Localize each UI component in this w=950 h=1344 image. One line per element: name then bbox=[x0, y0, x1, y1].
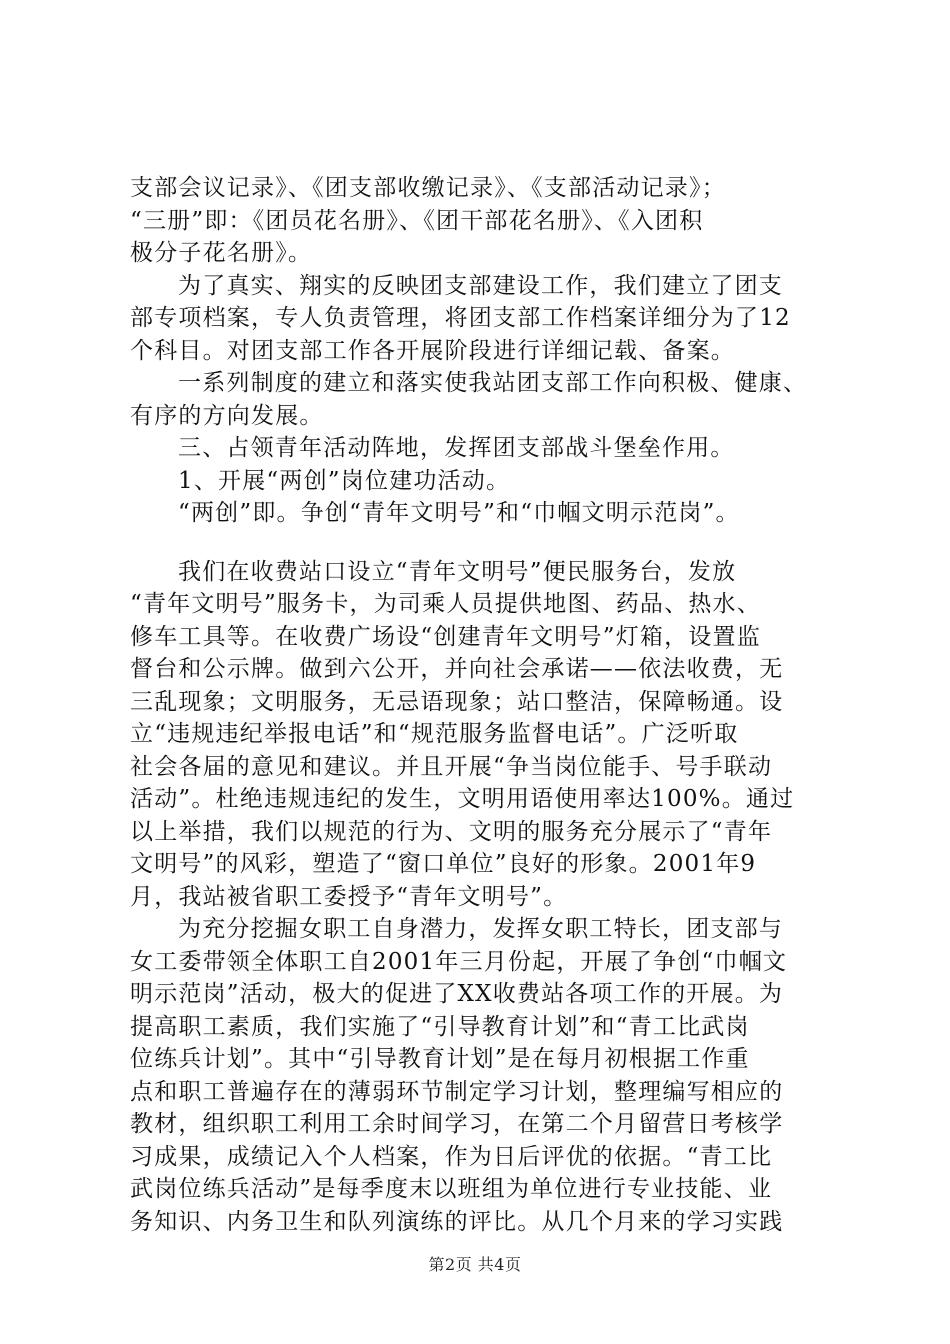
text-line: 为充分挖掘女职工自身潜力，发挥女职工特长，团支部与 bbox=[178, 916, 783, 942]
document-body bbox=[130, 172, 848, 1238]
page-footer: 第2页 共4页 bbox=[428, 1255, 522, 1274]
text-line: 位练兵计划”。其中“引导教育计划”是在每月初根据工作重 bbox=[130, 1046, 750, 1072]
text-line: 月，我站被省职工委授予“青年文明号”。 bbox=[130, 883, 568, 910]
text-line: 为了真实、翔实的反映团支部建设工作，我们建立了团支 bbox=[178, 272, 783, 299]
text-line: 点和职工普遍存在的薄弱环节制定学习计划，整理编写相应的 bbox=[130, 1078, 784, 1105]
text-line: 务知识、内务卫生和队列演练的评比。从几个月来的学习实践 bbox=[130, 1208, 784, 1235]
text-line: 部专项档案，专人负责管理，将团支部工作档案详细分为了12 bbox=[130, 305, 791, 331]
paragraph-gap bbox=[130, 530, 848, 556]
text-line: 三、占领青年活动阵地，发挥团支部战斗堡垒作用。 bbox=[178, 435, 735, 461]
text-line: 文明号”的风彩，塑造了“窗口单位”良好的形象。2001年9 bbox=[130, 851, 757, 877]
text-line: 督台和公示牌。做到六公开，并向社会承诺——依法收费，无 bbox=[130, 656, 784, 682]
text-line: 支部会议记录》、《团支部收缴记录》、《支部活动记录》； bbox=[130, 175, 726, 201]
text-line: 1、开展“两创”岗位建功活动。 bbox=[178, 467, 511, 494]
text-line: 极分子花名册》。 bbox=[130, 240, 313, 266]
text-line: 一系列制度的建立和落实使我站团支部工作向积极、健康、 bbox=[178, 370, 808, 396]
text-line: 个科目。对团支部工作各开展阶段进行详细记载、备案。 bbox=[130, 337, 735, 364]
text-line: 我们在收费站口设立“青年文明号”便民服务台，发放 bbox=[178, 558, 737, 585]
text-line: 三乱现象；文明服务，无忌语现象；站口整洁，保障畅通。设 bbox=[130, 688, 784, 715]
text-line: “两创”即。争创“青年文明号”和“巾帼文明示范岗”。 bbox=[178, 500, 740, 526]
text-line: 社会各届的意见和建议。并且开展“争当岗位能手、号手联动 bbox=[130, 753, 773, 780]
text-line: 明示范岗”活动，极大的促进了XX收费站各项工作的开展。为 bbox=[130, 981, 784, 1007]
text-line: 教材，组织职工利用工余时间学习，在第二个月留营日考核学 bbox=[130, 1111, 784, 1137]
text-line: 女工委带领全体职工自2001年三月份起，开展了争创“巾帼文 bbox=[130, 948, 788, 975]
text-line: 活动”。杜绝违规违纪的发生，文明用语使用率达100%。通过 bbox=[130, 786, 795, 812]
text-line: 习成果，成绩记入个人档案，作为日后评优的依据。“青工比 bbox=[130, 1143, 773, 1170]
text-line: 立“违规违纪举报电话”和“规范服务监督电话”。广泛听取 bbox=[130, 721, 739, 747]
text-line: “青年文明号”服务卡，为司乘人员提供地图、药品、热水、 bbox=[130, 591, 761, 617]
text-line: 提高职工素质，我们实施了“引导教育计划”和“青工比武岗 bbox=[130, 1013, 750, 1040]
text-line: 修车工具等。在收费广场设“创建青年文明号”灯箱，设置监 bbox=[130, 623, 761, 650]
text-line: 以上举措，我们以规范的行为、文明的服务充分展示了“青年 bbox=[130, 818, 773, 845]
text-line: “三册”即：《团员花名册》、《团干部花名册》、《入团积 bbox=[130, 207, 704, 234]
text-line: 武岗位练兵活动”是每季度末以班组为单位进行专业技能、业 bbox=[130, 1176, 773, 1202]
text-line: 有序的方向发展。 bbox=[130, 402, 324, 429]
